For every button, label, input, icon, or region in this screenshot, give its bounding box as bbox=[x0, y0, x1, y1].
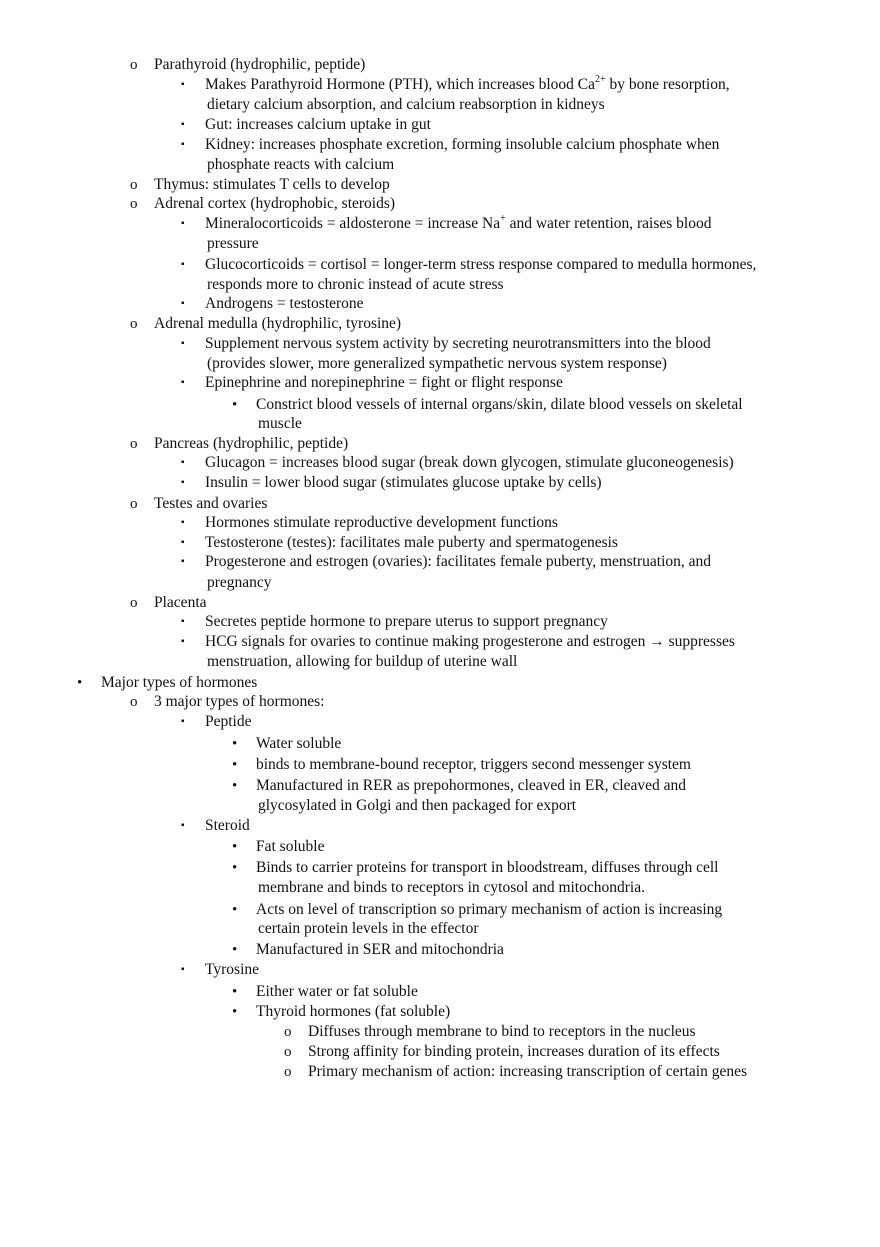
list-item-text: Manufactured in RER as prepohormones, cleaved in ER, cleaved and bbox=[256, 777, 686, 794]
bullet-marker: o bbox=[130, 196, 138, 212]
list-item-text: Binds to carrier proteins for transport in bloodstream, diffuses through cell bbox=[256, 859, 719, 876]
list-item-text: Constrict blood vessels of internal organs/skin, dilate blood vessels on skeletal bbox=[256, 396, 743, 413]
list-item-text: Adrenal medulla (hydrophilic, tyrosine) bbox=[154, 315, 402, 332]
bullet-marker: ▪ bbox=[181, 338, 185, 349]
list-item-continuation: pregnancy bbox=[207, 574, 272, 591]
list-item-text: Mineralocorticoids = aldosterone = increase Na+ and water retention, raises blood bbox=[205, 212, 712, 232]
list-item-text: Acts on level of transcription so primary mechanism of action is increasing bbox=[256, 901, 723, 918]
list-item-text: Water soluble bbox=[256, 735, 342, 752]
list-item-text: Primary mechanism of action: increasing transcription of certain genes bbox=[308, 1063, 748, 1080]
bullet-marker: ▪ bbox=[181, 537, 185, 548]
bullet-marker: ▪ bbox=[181, 517, 185, 528]
bullet-marker: • bbox=[232, 942, 238, 958]
list-item-text: Tyrosine bbox=[205, 961, 260, 978]
bullet-marker: ▪ bbox=[181, 477, 185, 488]
list-item-continuation: (provides slower, more generalized sympathetic nervous system response) bbox=[207, 355, 667, 372]
bullet-marker: • bbox=[232, 860, 238, 876]
bullet-marker: o bbox=[130, 316, 138, 332]
list-item-continuation: dietary calcium absorption, and calcium reabsorption in kidneys bbox=[207, 96, 605, 113]
bullet-marker: o bbox=[130, 694, 138, 710]
list-item-text: Diffuses through membrane to bind to receptors in the nucleus bbox=[308, 1023, 696, 1040]
list-item-continuation: phosphate reacts with calcium bbox=[207, 156, 395, 173]
bullet-marker: ▪ bbox=[181, 298, 185, 309]
bullet-marker: • bbox=[232, 839, 238, 855]
list-item-text: Gut: increases calcium uptake in gut bbox=[205, 116, 431, 133]
list-item-continuation: muscle bbox=[258, 415, 302, 432]
bullet-marker: • bbox=[77, 675, 83, 691]
list-item-text: Testosterone (testes): facilitates male puberty and spermatogenesis bbox=[205, 534, 618, 551]
bullet-marker: • bbox=[232, 397, 238, 413]
bullet-marker: o bbox=[284, 1024, 292, 1040]
list-item-text: Androgens = testosterone bbox=[205, 295, 364, 312]
bullet-marker: o bbox=[284, 1064, 292, 1080]
list-item-text: Insulin = lower blood sugar (stimulates glucose uptake by cells) bbox=[205, 474, 602, 491]
list-item-text: Steroid bbox=[205, 817, 250, 834]
list-item-text: Parathyroid (hydrophilic, peptide) bbox=[154, 56, 366, 73]
list-item-text: Thymus: stimulates T cells to develop bbox=[154, 176, 390, 193]
list-item-text: Makes Parathyroid Hormone (PTH), which increases blood $Ca^{2+}$ by bone resorption, bbox=[205, 73, 730, 93]
list-item-text: Secretes peptide hormone to prepare uterus to support pregnancy bbox=[205, 613, 608, 630]
bullet-marker: ▪ bbox=[181, 820, 185, 831]
list-item-text: Hormones stimulate reproductive development functions bbox=[205, 514, 558, 531]
list-item-text: Fat soluble bbox=[256, 838, 325, 855]
bullet-marker: • bbox=[232, 1004, 238, 1020]
bullet-marker: ▪ bbox=[181, 79, 185, 90]
list-item-text: Peptide bbox=[205, 713, 252, 730]
list-item-continuation: membrane and binds to receptors in cytosol and mitochondria. bbox=[258, 879, 645, 896]
bullet-marker: ▪ bbox=[181, 377, 185, 388]
list-item-continuation: certain protein levels in the effector bbox=[258, 920, 479, 937]
list-item-continuation: glycosylated in Golgi and then packaged for export bbox=[258, 797, 577, 814]
list-item-continuation: responds more to chronic instead of acute stress bbox=[207, 276, 504, 293]
list-item-continuation: pressure bbox=[207, 235, 259, 252]
bullet-marker: o bbox=[284, 1044, 292, 1060]
list-item-text: Progesterone and estrogen (ovaries): facilitates female puberty, menstruation, and bbox=[205, 553, 712, 570]
bullet-marker: ▪ bbox=[181, 556, 185, 567]
bullet-marker: ▪ bbox=[181, 964, 185, 975]
bullet-marker: ▪ bbox=[181, 218, 185, 229]
bullet-marker: o bbox=[130, 57, 138, 73]
bullet-marker: • bbox=[232, 736, 238, 752]
bullet-marker: o bbox=[130, 595, 138, 611]
bullet-marker: • bbox=[232, 757, 238, 773]
list-item-text: Adrenal cortex (hydrophobic, steroids) bbox=[154, 195, 396, 212]
list-item-text: Kidney: increases phosphate excretion, forming insoluble calcium phosphate when bbox=[205, 136, 720, 153]
list-item-text: Supplement nervous system activity by secreting neurotransmitters into the blood bbox=[205, 335, 711, 352]
bullet-marker: ▪ bbox=[181, 716, 185, 727]
list-item-text: binds to membrane-bound receptor, triggers second messenger system bbox=[256, 756, 691, 773]
list-item-text: Strong affinity for binding protein, increases duration of its effects bbox=[308, 1043, 720, 1060]
bullet-marker: ▪ bbox=[181, 259, 185, 270]
bullet-marker: • bbox=[232, 902, 238, 918]
list-item-text: Testes and ovaries bbox=[154, 495, 268, 512]
bullet-marker: o bbox=[130, 496, 138, 512]
list-item-continuation: menstruation, allowing for buildup of uterine wall bbox=[207, 653, 518, 670]
bullet-marker: • bbox=[232, 778, 238, 794]
bullet-marker: • bbox=[232, 984, 238, 1000]
list-item-text: Glucagon = increases blood sugar (break down glycogen, stimulate gluconeogenesis) bbox=[205, 454, 734, 471]
list-item-text: Thyroid hormones (fat soluble) bbox=[256, 1003, 451, 1020]
bullet-marker: o bbox=[130, 436, 138, 452]
list-item-text: Placenta bbox=[154, 594, 207, 611]
list-item-text: Epinephrine and norepinephrine = fight or flight response bbox=[205, 374, 563, 391]
list-item-text: Glucocorticoids = cortisol = longer-term stress response compared to medulla hormones, bbox=[205, 256, 757, 273]
bullet-marker: ▪ bbox=[181, 616, 185, 627]
list-item-text: Pancreas (hydrophilic, peptide) bbox=[154, 435, 349, 452]
list-item-text: Major types of hormones bbox=[101, 674, 258, 691]
list-item-text: Manufactured in SER and mitochondria bbox=[256, 941, 504, 958]
list-item-text: Either water or fat soluble bbox=[256, 983, 418, 1000]
bullet-marker: ▪ bbox=[181, 636, 185, 647]
bullet-marker: ▪ bbox=[181, 139, 185, 150]
bullet-marker: ▪ bbox=[181, 119, 185, 130]
list-item-text: HCG signals for ovaries to continue making progesterone and estrogen → suppresses bbox=[205, 633, 735, 650]
bullet-marker: ▪ bbox=[181, 457, 185, 468]
list-item-text: 3 major types of hormones: bbox=[154, 693, 325, 710]
bullet-marker: o bbox=[130, 177, 138, 193]
